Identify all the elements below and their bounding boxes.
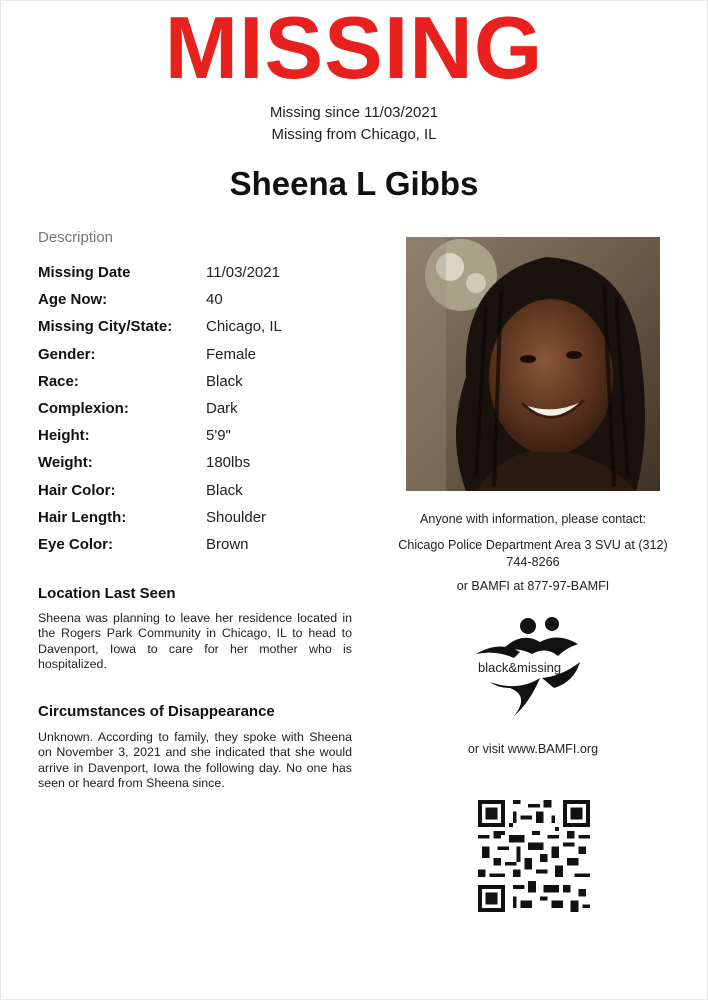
detail-value: 11/03/2021 bbox=[206, 264, 280, 282]
detail-label: Hair Color: bbox=[38, 481, 116, 499]
qr-code-icon bbox=[478, 800, 590, 912]
details-table bbox=[38, 259, 358, 558]
circumstances-title: Circumstances of Disappearance bbox=[38, 703, 275, 720]
logo-text: black&missing bbox=[478, 660, 562, 675]
detail-label: Height: bbox=[38, 427, 90, 445]
detail-row bbox=[38, 259, 358, 286]
description-title: Description bbox=[38, 229, 114, 246]
detail-value: Shoulder bbox=[206, 508, 267, 526]
missing-headline: MISSING bbox=[164, 0, 544, 97]
location-title: Location Last Seen bbox=[38, 585, 176, 602]
contact-bamfi: or BAMFI at 877-97-BAMFI bbox=[456, 579, 610, 593]
circumstances-text: Unknown. According to family, they spoke with Sheena on November 3, 2021 and she indicated that she would arrive in Davenport, Iowa the following day. No one has seen or heard from Sheena since. bbox=[38, 730, 352, 791]
detail-row bbox=[38, 368, 358, 395]
detail-row bbox=[38, 395, 358, 422]
person-photo bbox=[406, 237, 660, 491]
detail-row bbox=[38, 341, 358, 368]
person-name: Sheena L Gibbs bbox=[229, 165, 479, 202]
detail-value: 180lbs bbox=[206, 454, 251, 472]
detail-label: Hair Length: bbox=[38, 508, 127, 526]
visit-website: or visit www.BAMFI.org bbox=[467, 742, 599, 756]
detail-label: Race: bbox=[38, 372, 79, 390]
detail-label: Missing City/State: bbox=[38, 318, 173, 336]
detail-label: Gender: bbox=[38, 345, 96, 363]
detail-label: Weight: bbox=[38, 454, 93, 472]
detail-row bbox=[38, 477, 358, 504]
detail-value: Dark bbox=[206, 400, 238, 418]
detail-label: Complexion: bbox=[38, 400, 129, 418]
detail-value: 5'9" bbox=[206, 427, 231, 445]
detail-row bbox=[38, 286, 358, 313]
detail-label: Missing Date bbox=[38, 264, 131, 282]
detail-value: 40 bbox=[206, 291, 223, 309]
detail-value: Chicago, IL bbox=[206, 318, 282, 336]
missing-from: Missing from Chicago, IL bbox=[271, 126, 437, 143]
contact-intro: Anyone with information, please contact: bbox=[419, 512, 647, 526]
location-text: Sheena was planning to leave her residence located in the Rogers Park Community in Chicago, IL to head to Davenport, Iowa to care for her mother who is hospitalized. bbox=[38, 611, 352, 672]
person-photo-icon bbox=[406, 237, 660, 491]
detail-row bbox=[38, 449, 358, 476]
detail-value: Black bbox=[206, 372, 243, 390]
missing-since: Missing since 11/03/2021 bbox=[269, 104, 439, 121]
detail-label: Eye Color: bbox=[38, 535, 114, 553]
contact-police-text: Chicago Police Department Area 3 SVU at (312) 744-8266 bbox=[398, 538, 668, 569]
detail-label: Age Now: bbox=[38, 291, 108, 309]
detail-value: Female bbox=[206, 345, 257, 363]
detail-value: Brown bbox=[206, 535, 249, 553]
detail-row bbox=[38, 313, 358, 340]
contact-police bbox=[385, 537, 681, 571]
detail-row bbox=[38, 504, 358, 531]
missing-since-block bbox=[0, 102, 708, 146]
detail-row bbox=[38, 422, 358, 449]
detail-row bbox=[38, 531, 358, 558]
detail-value: Black bbox=[206, 481, 243, 499]
